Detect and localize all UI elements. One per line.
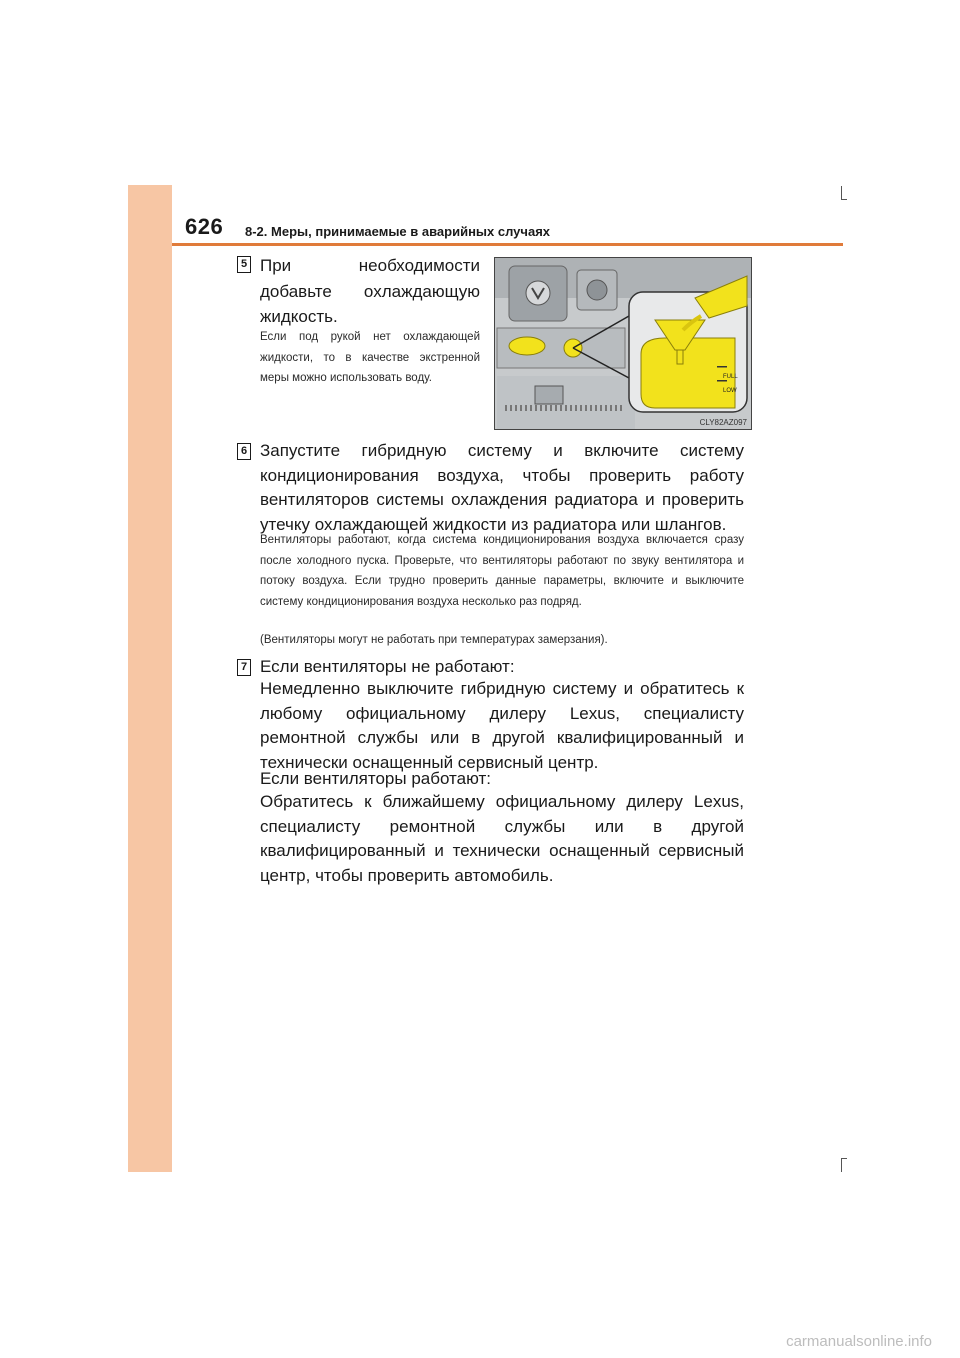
- step-6-note-2: (Вентиляторы могут не работать при температурах замерзания).: [260, 634, 608, 646]
- side-color-band: [128, 185, 172, 1172]
- step-7-condition-1: Если вентиляторы не работают:: [260, 657, 515, 676]
- step-number-6: 6: [237, 443, 251, 460]
- figure-code: CLY82AZ097: [699, 418, 747, 427]
- step-5-text: При необходимости добавьте охлаждающую жидкость.: [260, 256, 480, 326]
- step-7-condition-2: Если вентиляторы работают:: [260, 769, 491, 788]
- crop-mark-top: [841, 186, 842, 200]
- tank-low-mark: LOW: [723, 388, 737, 394]
- tank-full-mark: FULL: [723, 374, 738, 380]
- step-7-instruction-2: Обратитесь к ближайшему официальному дилеру Lexus, специалисту ремонтной службы или в другой квалифицированный и технически оснащенный сервисный центр, чтобы проверить автомобиль.: [260, 792, 744, 885]
- crop-mark-bottom-foot: [841, 1158, 847, 1159]
- coolant-refill-illustration: [494, 257, 752, 430]
- step-6-note: Вентиляторы работают, когда система кондиционирования воздуха включается сразу после холодного пуска. Проверьте, что вентиляторы работают по звуку вентилятора и потоку воздуха. Если трудно проверить данные параметры, включите и выключите систему кондиционирования воздуха несколько раз подряд.: [260, 534, 744, 608]
- page-number: 626: [185, 214, 224, 239]
- crop-mark-top-foot: [841, 199, 847, 200]
- section-title: 8-2. Меры, принимаемые в аварийных случаях: [245, 224, 551, 239]
- step-7-instruction-1: Немедленно выключите гибридную систему и обратитесь к любому официальному дилеру Lexus, специалисту ремонтной службы или в другой квалифицированный и технически оснащенный сервисный центр.: [260, 679, 744, 772]
- crop-mark-bottom: [841, 1158, 842, 1172]
- watermark: carmanualsonline.info: [786, 1333, 932, 1350]
- step-5-note: Если под рукой нет охлаждающей жидкости, то в качестве экстренной меры можно использовать воду.: [260, 331, 480, 384]
- step-number-5: 5: [237, 256, 251, 273]
- step-number-7: 7: [237, 659, 251, 676]
- step-6-text: Запустите гибридную систему и включите систему кондиционирования воздуха, чтобы проверить работу вентиляторов системы охлаждения радиатора и проверить утечку охлаждающей жидкости из радиатора или шлангов.: [260, 441, 744, 534]
- header-rule: [172, 243, 843, 246]
